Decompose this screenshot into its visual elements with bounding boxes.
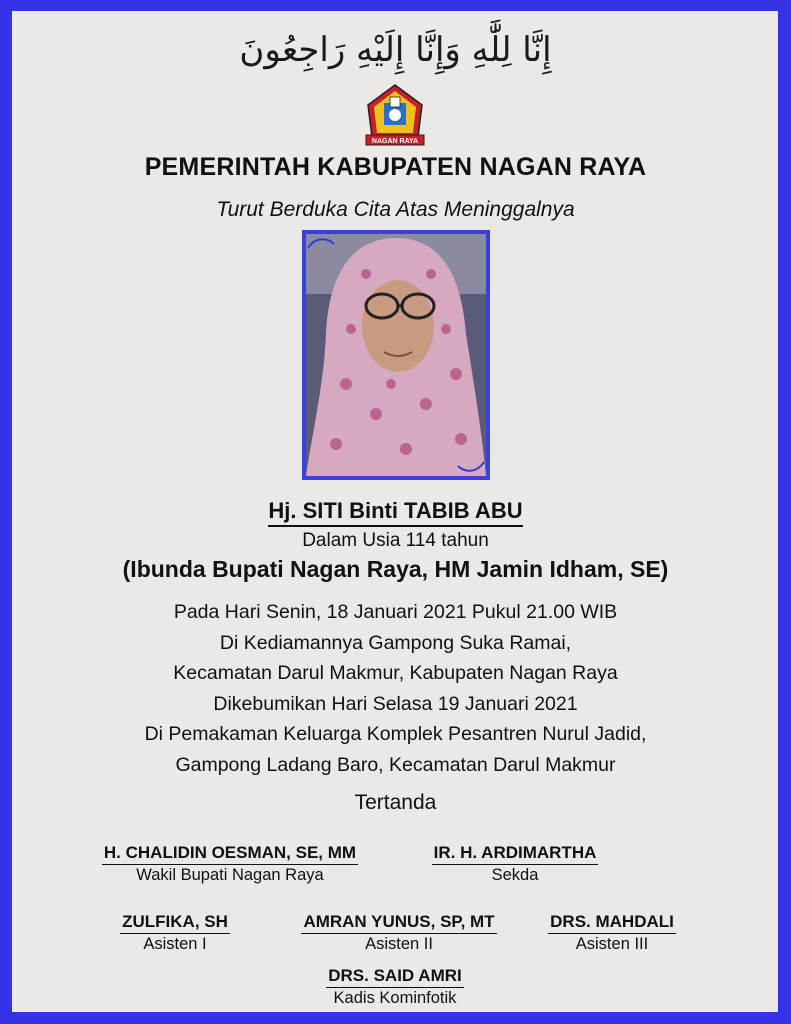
deceased-name-text: Hj. SITI Binti TABIB ABU bbox=[268, 498, 522, 527]
arabic-calligraphy: إِنَّا لِلَّٰهِ وَإِنَّا إِلَيْهِ رَاجِعُونَ bbox=[239, 30, 552, 70]
signatory-name: DRS. SAID AMRI bbox=[326, 966, 464, 988]
portrait-image bbox=[306, 234, 486, 476]
logo-caption: NAGAN RAYA bbox=[371, 138, 419, 145]
signatory-role: Sekda bbox=[491, 866, 539, 884]
signatory-name: IR. H. ARDIMARTHA bbox=[432, 843, 599, 865]
deceased-name bbox=[0, 498, 791, 524]
portrait-photo bbox=[302, 230, 490, 480]
detail-line: Kecamatan Darul Makmur, Kabupaten Nagan Raya bbox=[173, 662, 618, 684]
detail-line: Di Kediamannya Gampong Suka Ramai, bbox=[219, 631, 572, 654]
page-title: PEMERINTAH KABUPATEN NAGAN RAYA bbox=[144, 153, 647, 181]
signatory-asisten-1 bbox=[100, 912, 250, 954]
signatory-role: Asisten III bbox=[575, 935, 649, 953]
signatory-sekda bbox=[410, 843, 620, 885]
signatory-role: Wakil Bupati Nagan Raya bbox=[136, 866, 324, 884]
condolence-subtitle: Turut Berduka Cita Atas Meninggalnya bbox=[216, 198, 575, 221]
signatory-name: ZULFIKA, SH bbox=[120, 912, 230, 934]
regency-emblem-logo bbox=[362, 83, 428, 147]
signatory-role: Asisten II bbox=[365, 935, 433, 953]
detail-line: Gampong Ladang Baro, Kecamatan Darul Makmur bbox=[175, 753, 616, 776]
detail-line: Pada Hari Senin, 18 Januari 2021 Pukul 21.00 WIB bbox=[173, 601, 618, 623]
signatory-name: H. CHALIDIN OESMAN, SE, MM bbox=[102, 843, 358, 865]
detail-line: Dikebumikan Hari Selasa 19 Januari 2021 bbox=[213, 692, 578, 715]
signatory-wakil-bupati bbox=[80, 843, 380, 885]
signatory-name: DRS. MAHDALI bbox=[548, 912, 676, 934]
signatory-kadis bbox=[295, 966, 495, 1008]
deceased-age: Dalam Usia 114 tahun bbox=[302, 530, 489, 551]
signatory-role: Kadis Kominfotik bbox=[333, 989, 457, 1007]
deceased-relation: (Ibunda Bupati Nagan Raya, HM Jamin Idham, SE) bbox=[122, 556, 669, 582]
signatory-asisten-2 bbox=[280, 912, 518, 954]
signed-label: Tertanda bbox=[354, 791, 437, 814]
detail-line: Di Pemakaman Keluarga Komplek Pesantren Nurul Jadid, bbox=[144, 723, 647, 745]
signatory-asisten-3 bbox=[532, 912, 692, 954]
funeral-details bbox=[0, 597, 791, 780]
signatory-role: Asisten I bbox=[143, 935, 207, 953]
signatory-name: AMRAN YUNUS, SP, MT bbox=[301, 912, 496, 934]
